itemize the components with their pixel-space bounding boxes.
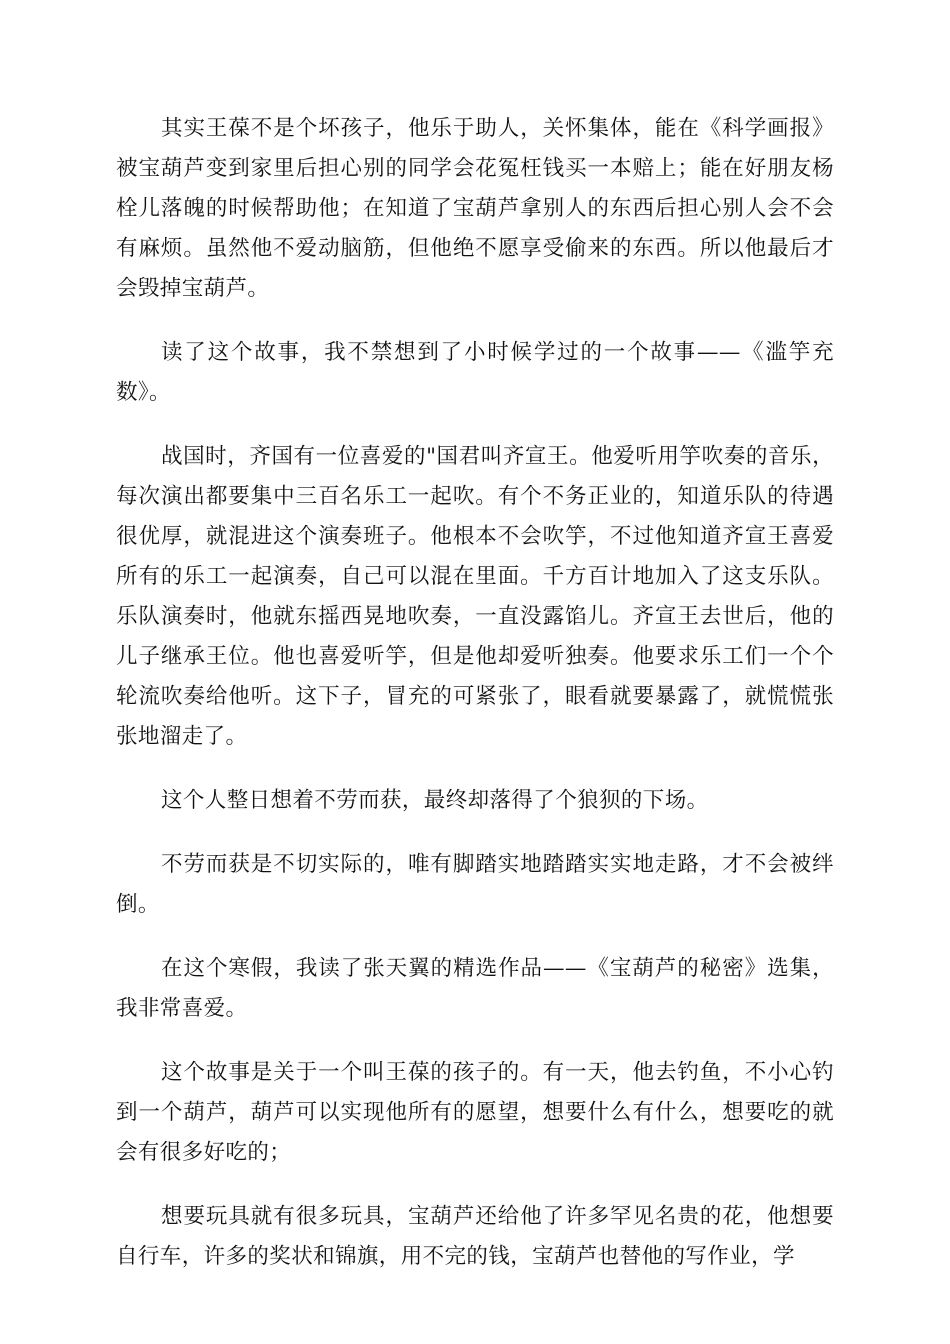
paragraph-3: 战国时，齐国有一位喜爱的"国君叫齐宣王。他爱听用竽吹奏的音乐，每次演出都要集中三百名乐工一起吹。有个不务正业的，知道乐队的待遇很优厚，就混进这个演奏班子。他根本不会吹竽，不过他知道齐宣王喜爱所有的乐工一起演奏，自己可以混在里面。千方百计地加入了这支乐队。乐队演奏时，他就东摇西晃地吹奏，一直没露馅儿。齐宣王去世后，他的儿子继承王位。他也喜爱听竽，但是他却爱听独奏。他要求乐工们一个个轮流吹奏给他听。这下子，冒充的可紧张了，眼看就要暴露了，就慌慌张张地溜走了。 (116, 444, 834, 749)
paragraph-8: 想要玩具就有很多玩具，宝葫芦还给他了许多罕见名贵的花，他想要自行车，许多的奖状和锦旗，用不完的钱，宝葫芦也替他的写作业，学 (116, 1204, 834, 1269)
paragraph-1: 其实王葆不是个坏孩子，他乐于助人，关怀集体，能在《科学画报》被宝葫芦变到家里后担心别的同学会花冤枉钱买一本赔上；能在好朋友杨栓儿落魄的时候帮助他；在知道了宝葫芦拿别人的东西后担心别人会不会有麻烦。虽然他不爱动脑筋，但他绝不愿享受偷来的东西。所以他最后才会毁掉宝葫芦。 (116, 116, 834, 301)
paragraph-7: 这个故事是关于一个叫王葆的孩子的。有一天，他去钓鱼，不小心钓到一个葫芦，葫芦可以实现他所有的愿望，想要什么有什么，想要吃的就会有很多好吃的； (116, 1060, 834, 1165)
paragraph-6: 在这个寒假，我读了张天翼的精选作品——《宝葫芦的秘密》选集，我非常喜爱。 (116, 956, 834, 1021)
document-body (116, 109, 834, 1301)
paragraph-5: 不劳而获是不切实际的，唯有脚踏实地踏踏实实地走路，才不会被绊倒。 (116, 852, 834, 917)
paragraph-4: 这个人整日想着不劳而获，最终却落得了个狼狈的下场。 (161, 788, 709, 813)
paragraph-2: 读了这个故事，我不禁想到了小时候学过的一个故事——《滥竽充数》。 (116, 340, 834, 405)
